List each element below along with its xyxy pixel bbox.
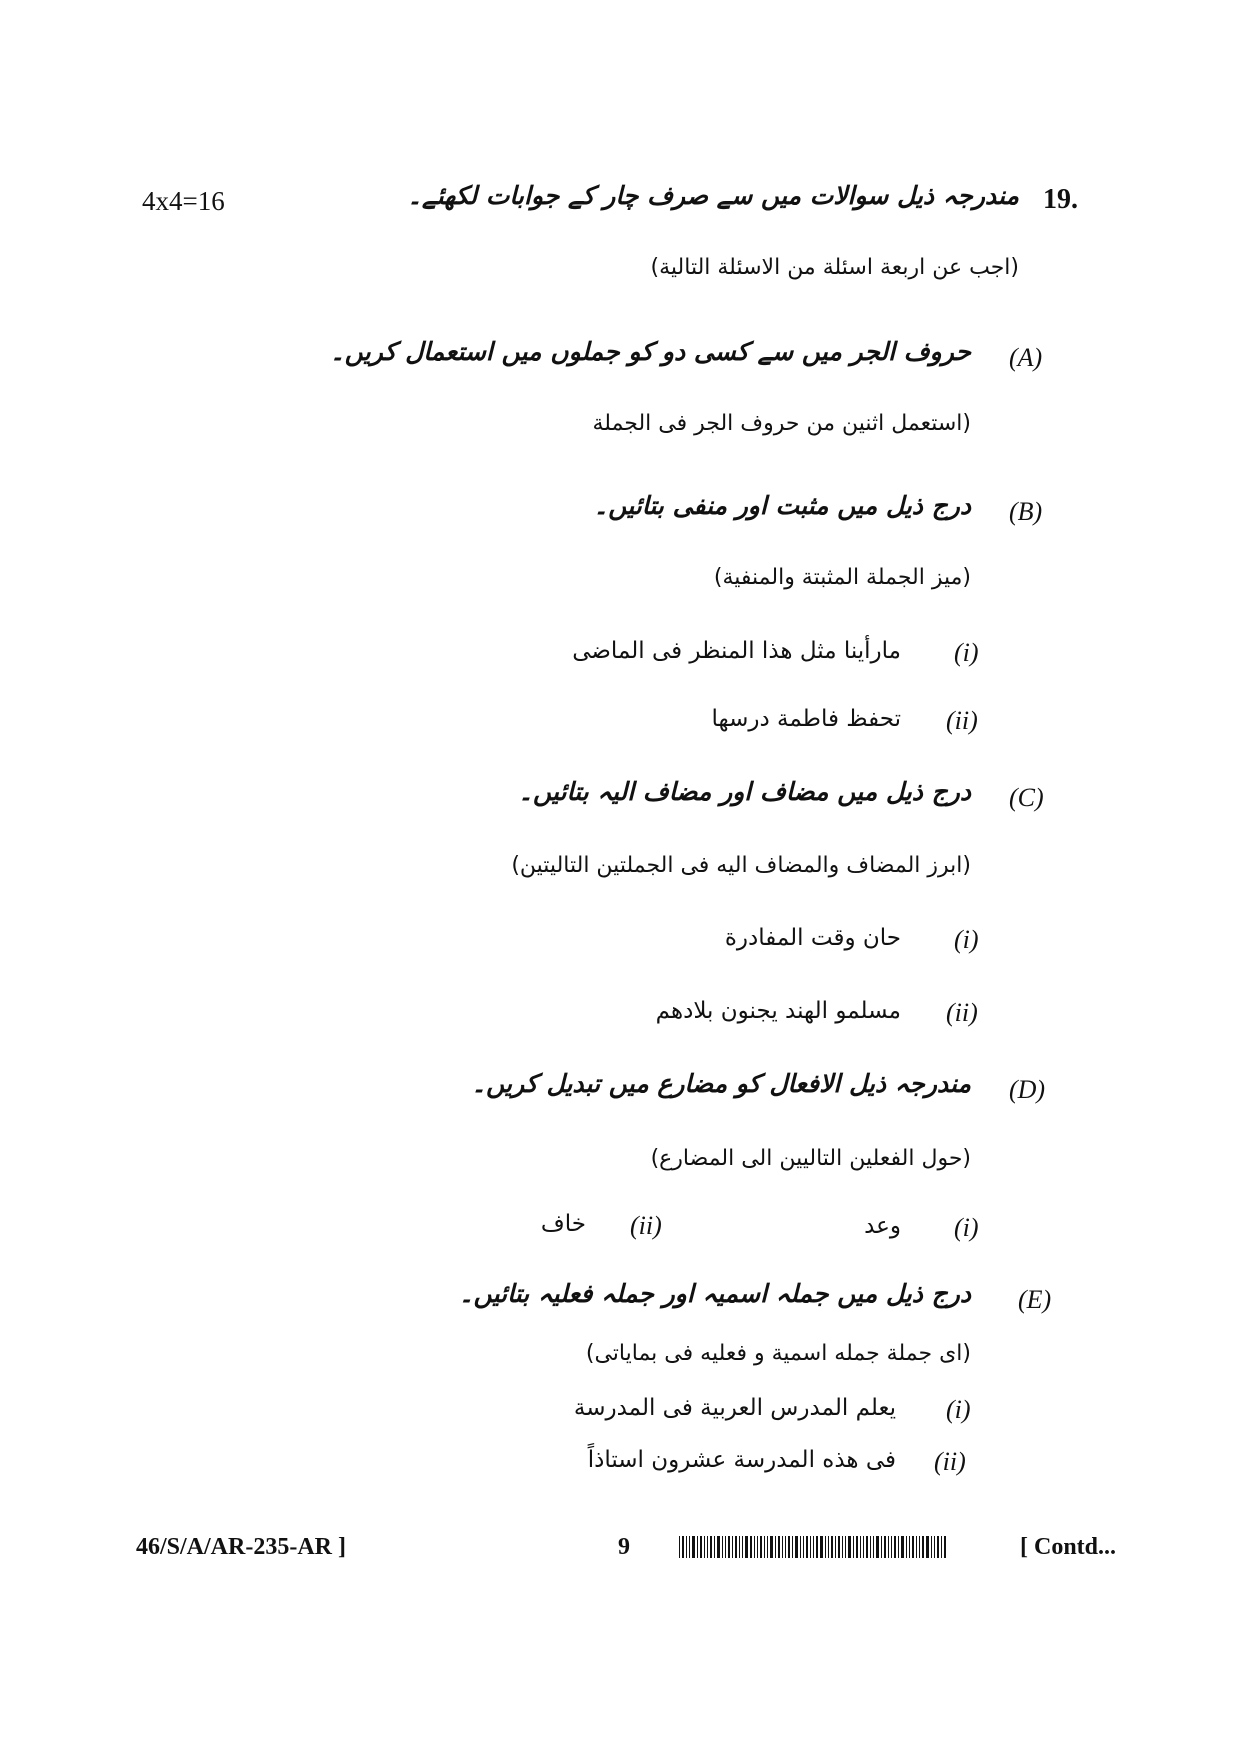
barcode-bar bbox=[931, 1536, 932, 1558]
contd-label: [ Contd... bbox=[1020, 1534, 1117, 1560]
barcode-bar bbox=[764, 1536, 765, 1558]
paper-code: 46/S/A/AR-235-AR ] bbox=[136, 1534, 346, 1560]
barcode-bar bbox=[739, 1536, 740, 1558]
barcode-bar bbox=[767, 1536, 768, 1558]
barcode-bar bbox=[722, 1536, 723, 1558]
part-d-label: (D) bbox=[1009, 1075, 1046, 1104]
barcode-bar bbox=[803, 1536, 804, 1558]
barcode-bar bbox=[941, 1536, 942, 1558]
barcode-bar bbox=[714, 1536, 715, 1558]
barcode-bar bbox=[906, 1536, 907, 1558]
part-a-arabic: (استعمل اثنین من حروف الجر فی الجملة bbox=[592, 411, 971, 436]
barcode-bar bbox=[926, 1536, 929, 1558]
barcode-bar bbox=[891, 1536, 892, 1558]
barcode-bar bbox=[692, 1536, 695, 1558]
barcode-bar bbox=[795, 1536, 798, 1558]
barcode-bar bbox=[866, 1536, 868, 1558]
part-b-item-ii-text: تحفظ فاطمة درسها bbox=[711, 706, 901, 732]
part-a-label: (A) bbox=[1009, 343, 1043, 372]
barcode-bar bbox=[770, 1536, 773, 1558]
part-e-arabic: (ای جملة جمله اسمیة و فعلیه فی بمایاتی) bbox=[585, 1341, 971, 1366]
barcode-bar bbox=[884, 1536, 886, 1558]
part-c-urdu: درج ذیل میں مضاف اور مضاف الیہ بتائیں۔ bbox=[518, 777, 971, 806]
part-e-item-ii-text: فی هذه المدرسة عشرون استاذاً bbox=[587, 1447, 896, 1473]
barcode-bar bbox=[816, 1536, 818, 1558]
barcode-bar bbox=[835, 1536, 836, 1558]
barcode-bar bbox=[700, 1536, 702, 1558]
barcode-bar bbox=[742, 1536, 743, 1558]
barcode-bar bbox=[848, 1536, 851, 1558]
barcode-bar bbox=[944, 1536, 946, 1558]
part-d-item-ii-label: (ii) bbox=[630, 1211, 662, 1240]
barcode-bar bbox=[912, 1536, 914, 1558]
barcode-bar bbox=[689, 1536, 690, 1558]
barcode-bar bbox=[838, 1536, 840, 1558]
barcode-bar bbox=[728, 1536, 730, 1558]
barcode-bar bbox=[745, 1536, 748, 1558]
part-e-item-i-label: (i) bbox=[946, 1395, 971, 1424]
part-d-arabic: (حول الفعلین التالیین الی المضارع) bbox=[650, 1146, 971, 1171]
part-c-item-i-text: حان وقت المفادرة bbox=[724, 925, 901, 951]
barcode-bar bbox=[707, 1536, 708, 1558]
barcode-bar bbox=[873, 1536, 874, 1558]
question-number: 19. bbox=[1043, 184, 1078, 215]
barcode-bar bbox=[750, 1536, 752, 1558]
barcode-bar bbox=[697, 1536, 698, 1558]
part-c-label: (C) bbox=[1009, 783, 1044, 812]
question-instruction-urdu: مندرجہ ذیل سوالات میں سے صرف چار کے جوابات لکھئے۔ bbox=[407, 181, 1019, 210]
barcode-bar bbox=[934, 1536, 935, 1558]
barcode-bar bbox=[725, 1536, 726, 1558]
barcode-bar bbox=[679, 1536, 680, 1558]
barcode-bar bbox=[909, 1536, 910, 1558]
part-e-label: (E) bbox=[1018, 1285, 1052, 1314]
barcode-bar bbox=[717, 1536, 720, 1558]
barcode-bar bbox=[898, 1536, 899, 1558]
barcode-bar bbox=[860, 1536, 861, 1558]
part-e-item-ii-label: (ii) bbox=[934, 1447, 966, 1476]
barcode-bar bbox=[813, 1536, 814, 1558]
barcode-bar bbox=[686, 1536, 687, 1558]
barcode-bar bbox=[870, 1536, 871, 1558]
barcode-bar bbox=[937, 1536, 939, 1558]
part-b-arabic: (میز الجملة المثبتة والمنفیة) bbox=[713, 565, 971, 590]
marks-total: 4x4=16 bbox=[142, 186, 225, 216]
barcode-bar bbox=[901, 1536, 904, 1558]
barcode-bar bbox=[704, 1536, 705, 1558]
barcode-bar bbox=[757, 1536, 758, 1558]
barcode bbox=[679, 1536, 1014, 1558]
barcode-bar bbox=[842, 1536, 843, 1558]
barcode-bar bbox=[845, 1536, 846, 1558]
barcode-bar bbox=[916, 1536, 917, 1558]
part-b-item-i-text: مارأینا مثل هذا المنظر فی الماضی bbox=[572, 638, 901, 664]
part-d-urdu: مندرجہ ذیل الافعال کو مضارع میں تبدیل کریں۔ bbox=[471, 1069, 971, 1098]
barcode-bar bbox=[778, 1536, 780, 1558]
part-c-item-ii-text: مسلمو الهند یجنون بلادهم bbox=[655, 998, 901, 1024]
barcode-bar bbox=[894, 1536, 896, 1558]
barcode-bar bbox=[760, 1536, 762, 1558]
barcode-bar bbox=[853, 1536, 854, 1558]
part-b-item-i-label: (i) bbox=[954, 638, 979, 667]
part-b-item-ii-label: (ii) bbox=[946, 706, 978, 735]
part-d-item-i-text: وعد bbox=[864, 1213, 901, 1239]
barcode-bar bbox=[825, 1536, 826, 1558]
barcode-bar bbox=[788, 1536, 790, 1558]
barcode-bar bbox=[806, 1536, 808, 1558]
barcode-bar bbox=[682, 1536, 684, 1558]
barcode-bar bbox=[735, 1536, 737, 1558]
page-number: 9 bbox=[618, 1534, 630, 1560]
part-e-urdu: درج ذیل میں جملہ اسمیہ اور جملہ فعلیہ بتائیں۔ bbox=[458, 1279, 971, 1308]
barcode-bar bbox=[888, 1536, 889, 1558]
barcode-bar bbox=[876, 1536, 879, 1558]
barcode-bar bbox=[732, 1536, 733, 1558]
part-b-label: (B) bbox=[1009, 497, 1043, 526]
part-c-arabic: (ابرز المضاف والمضاف الیه فی الجملتین التالیتین) bbox=[511, 853, 971, 878]
question-instruction-arabic: (اجب عن اربعة اسئلة من الاسئلة التالية) bbox=[650, 255, 1019, 280]
part-c-item-ii-label: (ii) bbox=[946, 998, 978, 1027]
barcode-bar bbox=[785, 1536, 786, 1558]
barcode-bar bbox=[922, 1536, 924, 1558]
barcode-bar bbox=[863, 1536, 864, 1558]
part-e-item-i-text: یعلم المدرس العربیة فی المدرسة bbox=[573, 1395, 896, 1421]
barcode-bar bbox=[820, 1536, 823, 1558]
barcode-bar bbox=[881, 1536, 882, 1558]
part-c-item-i-label: (i) bbox=[954, 925, 979, 954]
part-a-urdu: حروف الجر میں سے کسی دو کو جملوں میں استعمال کریں۔ bbox=[330, 337, 971, 366]
barcode-bar bbox=[856, 1536, 858, 1558]
barcode-bar bbox=[810, 1536, 811, 1558]
part-b-urdu: درج ذیل میں مثبت اور منفی بتائیں۔ bbox=[593, 491, 971, 520]
barcode-bar bbox=[800, 1536, 801, 1558]
barcode-bar bbox=[831, 1536, 833, 1558]
barcode-bar bbox=[710, 1536, 712, 1558]
barcode-bar bbox=[754, 1536, 755, 1558]
barcode-bar bbox=[782, 1536, 783, 1558]
part-d-item-i-label: (i) bbox=[954, 1213, 979, 1242]
barcode-bar bbox=[792, 1536, 793, 1558]
part-d-item-ii-text: خاف bbox=[540, 1211, 586, 1237]
barcode-bar bbox=[828, 1536, 829, 1558]
barcode-bar bbox=[775, 1536, 776, 1558]
barcode-bar bbox=[919, 1536, 920, 1558]
